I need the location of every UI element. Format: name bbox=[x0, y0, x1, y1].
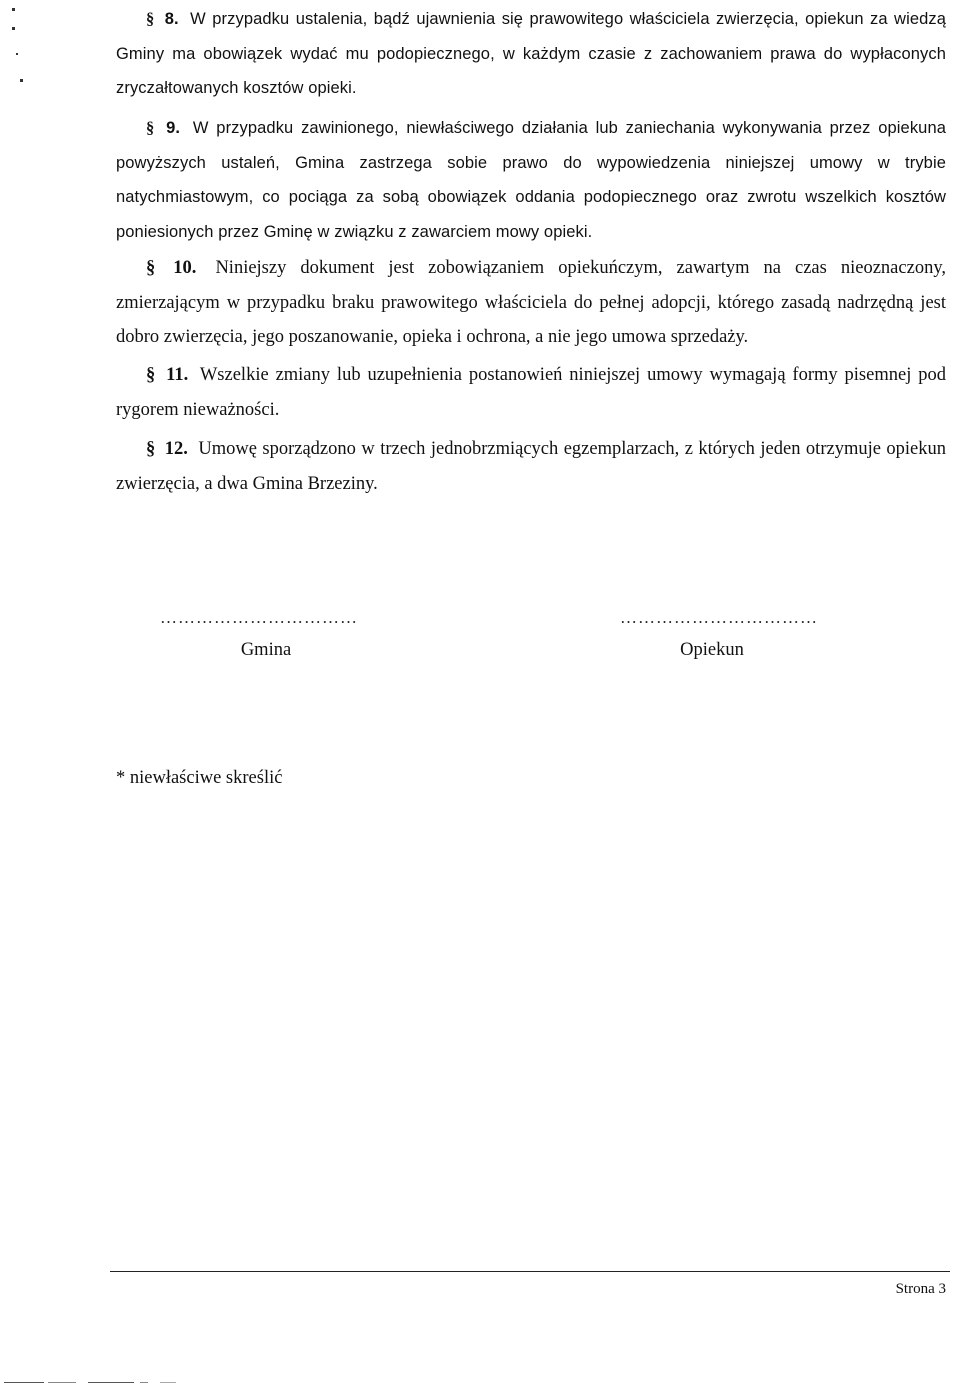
paragraph-12 bbox=[116, 432, 946, 501]
gmina-signature-line: …………………………… bbox=[160, 608, 358, 627]
paragraph-8 bbox=[116, 2, 946, 106]
paragraph-text: Niniejszy dokument jest zobowiązaniem opiekuńczym, zawartym na czas nieoznaczony, zmierzającym w przypadku braku prawowitego właściciela do pełnej adopcji, którego zasadą nadrzędną jest dobro zwierzęcia, jego poszanowanie, opieka i ochrona, a nie jego umowa sprzedaży. bbox=[116, 258, 946, 347]
scan-artifact-line bbox=[48, 1382, 76, 1383]
paragraph-text: Wszelkie zmiany lub uzupełnienia postanowień niniejszej umowy wymagają formy pisemnej pod rygorem nieważności. bbox=[116, 365, 946, 420]
section-sign: § bbox=[146, 365, 156, 385]
paragraph-number: 10. bbox=[173, 258, 197, 278]
paragraph-number: 8. bbox=[164, 10, 179, 28]
paragraph-text: W przypadku zawinionego, niewłaściwego działania lub zaniechania wykonywania przez opiekuna powyższych ustaleń, Gmina zastrzega sobie prawo do wypowiedzenia niniejszej umowy w trybie natychmiastowym, co pociąga za sobą obowiązek oddania podopiecznego oraz zwrotu wszelkich kosztów poniesionych przez Gminę w związku z zawarciem mowy opieki. bbox=[116, 119, 946, 241]
paragraph-text: W przypadku ustalenia, bądź ujawnienia się prawowitego właściciela zwierzęcia, opiekun za wiedzą Gminy ma obowiązek wydać mu podopiecznego, w każdym czasie z zachowaniem prawa do wypłaconych zryczałtowanych kosztów opieki. bbox=[116, 10, 947, 97]
section-sign: § bbox=[146, 118, 155, 137]
page-number: Strona 3 bbox=[895, 1281, 946, 1297]
section-sign: § bbox=[146, 9, 155, 28]
paragraph-10 bbox=[116, 251, 946, 355]
margin-mark bbox=[16, 53, 18, 55]
section-sign: § bbox=[146, 258, 156, 278]
paragraph-11 bbox=[116, 358, 946, 427]
margin-mark bbox=[12, 8, 15, 11]
scan-artifact-line bbox=[140, 1382, 148, 1383]
gmina-signature-label: Gmina bbox=[240, 640, 292, 660]
opiekun-signature-line: …………………………… bbox=[620, 608, 818, 627]
margin-mark bbox=[12, 27, 15, 30]
footer-rule bbox=[110, 1271, 950, 1272]
scan-artifact-line bbox=[88, 1382, 134, 1383]
paragraph-text: Umowę sporządzono w trzech jednobrzmiących egzemplarzach, z których jeden otrzymuje opiekun zwierzęcia, a dwa Gmina Brzeziny. bbox=[116, 439, 947, 494]
paragraph-number: 12. bbox=[164, 439, 188, 459]
paragraph-number: 11. bbox=[166, 365, 189, 385]
scan-artifact-line bbox=[4, 1382, 44, 1383]
scan-artifact-line bbox=[160, 1382, 176, 1383]
margin-mark bbox=[20, 79, 23, 82]
paragraph-9 bbox=[116, 111, 946, 249]
footnote: * niewłaściwe skreślić bbox=[116, 768, 283, 788]
section-sign: § bbox=[146, 439, 156, 459]
paragraph-number: 9. bbox=[166, 119, 181, 137]
opiekun-signature-label: Opiekun bbox=[680, 640, 744, 660]
